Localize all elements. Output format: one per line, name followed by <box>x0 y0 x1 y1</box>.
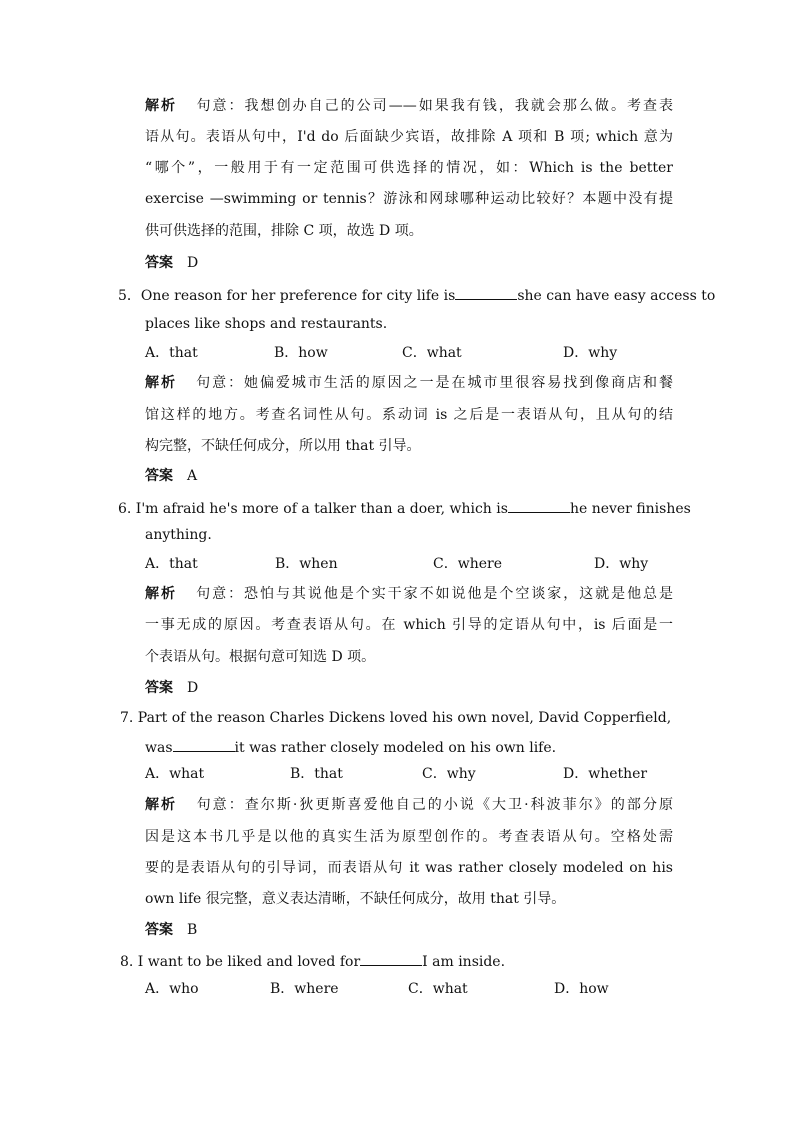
q5-option-b: B．how <box>274 345 328 361</box>
q4-analysis-line-1: 解析 句意：我想创办自己的公司——如果我有钱，我就会那么做。考查表 <box>145 98 674 114</box>
q7-answer-blank <box>173 737 235 752</box>
q6-answer-label: 答案 <box>145 680 173 696</box>
q5-analysis-label: 解析 <box>145 375 177 391</box>
q7-option-c: C．why <box>422 766 476 782</box>
q7-answer <box>145 921 197 939</box>
q4-analysis-label: 解析 <box>145 98 178 114</box>
q6-answer-blank <box>508 498 570 513</box>
q6-stem-line-2: anything. <box>145 527 212 543</box>
q7-option-a: A．what <box>145 766 205 782</box>
q5-answer-label: 答案 <box>145 468 173 484</box>
q7-analysis-label: 解析 <box>145 797 178 813</box>
q6-analysis-label: 解析 <box>145 586 177 602</box>
q6-stem-line-1: 6. I'm afraid he's more of a talker than a doer, which is he never finishes <box>118 498 667 518</box>
q6-option-c: C．where <box>433 556 502 572</box>
q6-option-a: A．that <box>145 556 198 572</box>
q4-answer-value: D <box>187 255 199 271</box>
q8-answer-blank <box>360 951 422 966</box>
q7-analysis-line-2: 因是这本书几乎是以他的真实生活为原型创作的。考查表语从句。空格处需 <box>145 829 673 845</box>
q5-option-c: C．what <box>402 345 462 361</box>
q6-option-b: B．when <box>275 556 338 572</box>
q7-answer-label: 答案 <box>145 922 173 938</box>
q5-answer-blank <box>455 285 517 300</box>
q7-stem-line-2: was it was rather closely modeled on his own life. <box>145 737 556 757</box>
q6-answer <box>145 679 198 697</box>
q7-stem-line-1: 7. Part of the reason Charles Dickens loved his own novel, David Copperfield, <box>120 710 672 726</box>
q8-option-c: C．what <box>408 981 468 997</box>
q7-answer-value: B <box>187 922 198 938</box>
q4-analysis-line-5: 供可供选择的范围，排除 C 项，故选 D 项。 <box>145 223 423 239</box>
q5-stem-line-2: places like shops and restaurants. <box>145 316 388 332</box>
q5-stem-line-1: 5．One reason for her preference for city life is she can have easy access to <box>118 285 673 305</box>
q5-answer-value: A <box>187 468 198 484</box>
q5-analysis-line-2: 馆这样的地方。考查名词性从句。系动词 is 之后是一表语从句，且从句的结 <box>145 407 673 423</box>
q6-analysis-line-1: 解析 句意：恐怕与其说他是个实干家不如说他是个空谈家，这就是他总是 <box>145 586 673 602</box>
q7-analysis-line-1: 解析 句意：查尔斯·狄更斯喜爱他自己的小说《大卫·科波菲尔》的部分原 <box>145 797 673 813</box>
q4-analysis-line-3: “哪个”，一般用于有一定范围可供选择的情况，如：Which is the better <box>145 160 673 176</box>
q7-analysis-line-4: own life 很完整，意义表达清晰，不缺任何成分，故用 that 引导。 <box>145 891 566 907</box>
q8-option-a: A．who <box>145 981 199 997</box>
q4-answer-label: 答案 <box>145 255 173 271</box>
q6-analysis-line-3: 个表语从句。根据句意可知选 D 项。 <box>145 649 376 665</box>
q7-analysis-line-3: 要的是表语从句的引导词，而表语从句 it was rather closely modeled on his <box>145 860 673 876</box>
q5-option-d: D．why <box>563 345 618 361</box>
q8-option-b: B．where <box>270 981 339 997</box>
q5-analysis-line-3: 构完整，不缺任何成分，所以用 that 引导。 <box>145 438 421 454</box>
q6-answer-value: D <box>187 680 199 696</box>
q6-option-d: D．why <box>594 556 649 572</box>
q4-analysis-line-4: exercise —swimming or tennis？游泳和网球哪种运动比较好？本题中没有提 <box>145 191 673 207</box>
q7-option-b: B．that <box>290 766 343 782</box>
q5-answer <box>145 467 197 485</box>
q5-option-a: A．that <box>145 345 198 361</box>
q7-option-d: D．whether <box>563 766 648 782</box>
q4-answer <box>145 254 198 272</box>
q8-stem-line-1: 8. I want to be liked and loved for I am inside. <box>120 951 505 971</box>
q6-analysis-line-2: 一事无成的原因。考查表语从句。在 which 引导的定语从句中，is 后面是一 <box>145 617 673 633</box>
q4-analysis-line-2: 语从句。表语从句中，I'd do 后面缺少宾语，故排除 A 项和 B 项; which 意为 <box>145 129 673 145</box>
q5-analysis-line-1: 解析 句意：她偏爱城市生活的原因之一是在城市里很容易找到像商店和餐 <box>145 375 673 391</box>
q8-option-d: D．how <box>554 981 609 997</box>
